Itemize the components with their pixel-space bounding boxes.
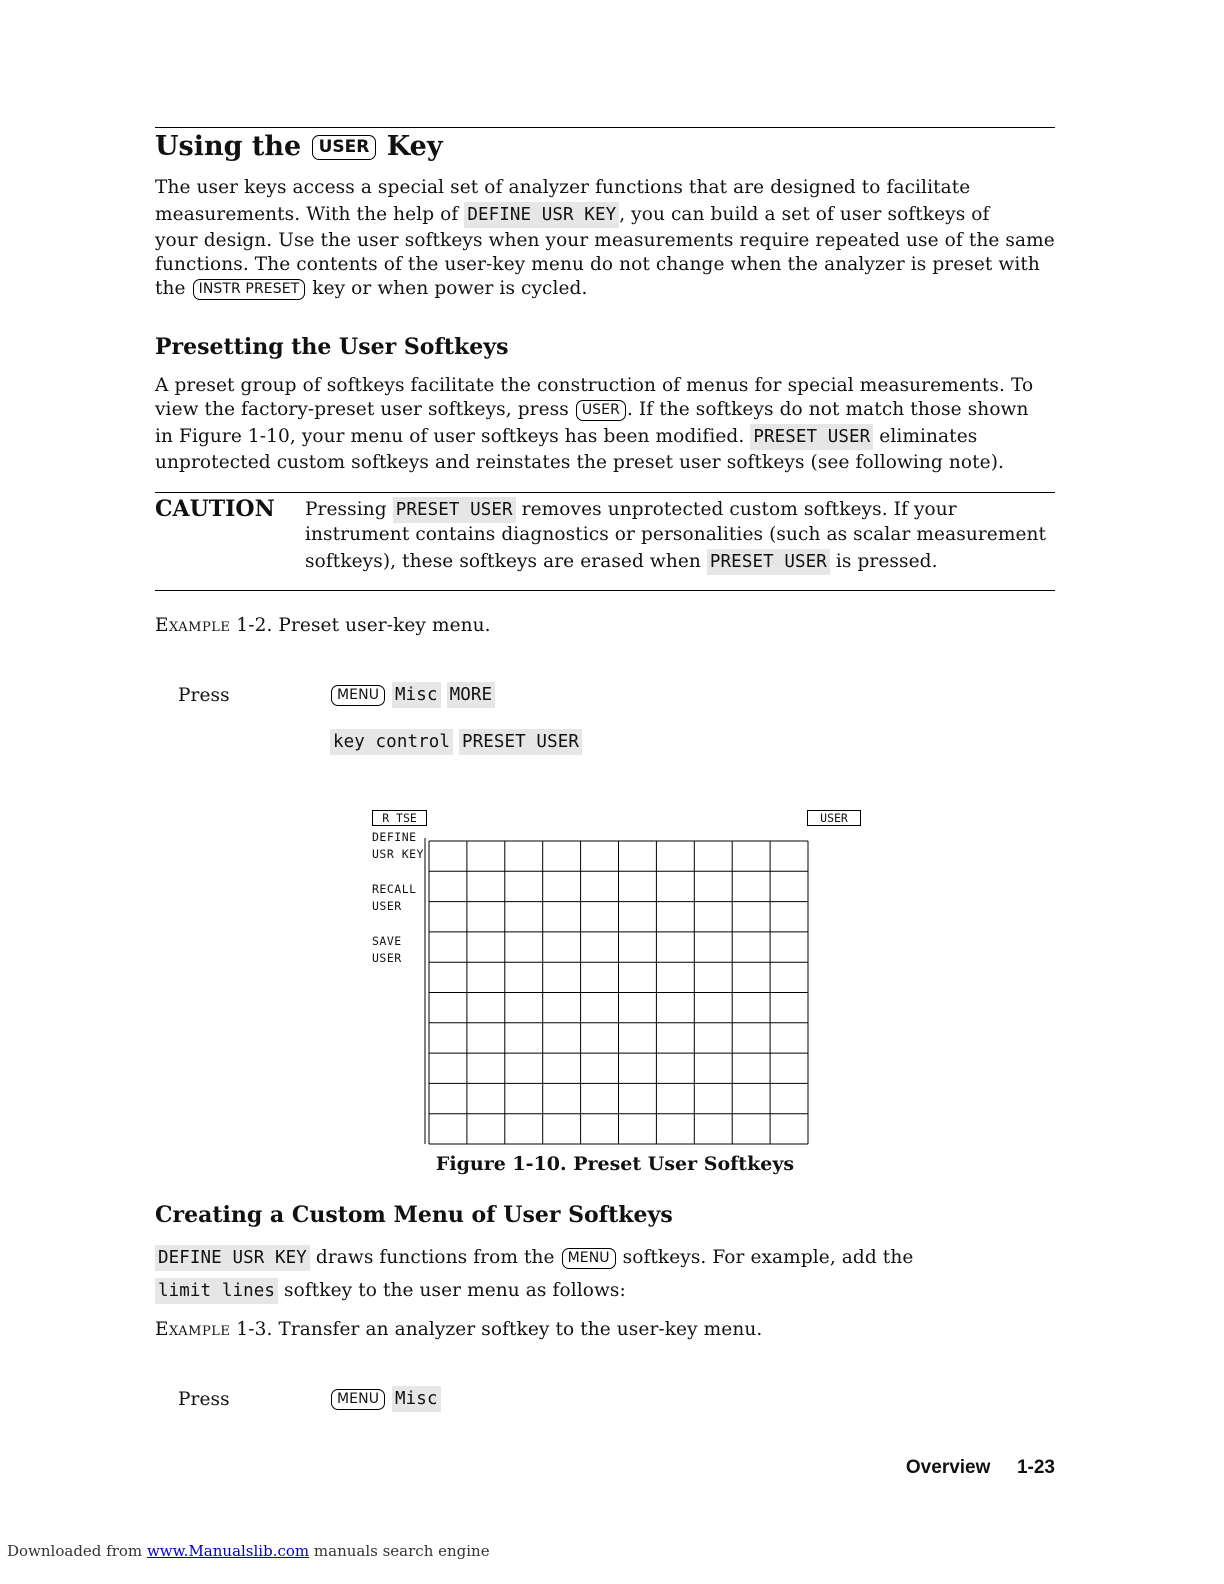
preset-user-softkey[interactable]: PRESET USER: [393, 497, 516, 523]
para-line: The user keys access a special set of analyzer functions that are designed to facilitate: [155, 177, 971, 198]
limit-lines-softkey[interactable]: limit lines: [155, 1278, 278, 1304]
example-label: Example: [155, 1319, 231, 1340]
misc-softkey[interactable]: Misc: [392, 682, 441, 708]
section1-paragraph: [155, 175, 1055, 301]
caution-top-rule: [155, 492, 1055, 493]
para-line: functions. The contents of the user-key menu do not change when the analyzer is preset with: [155, 254, 1040, 275]
example-number: 1-2.: [236, 615, 273, 636]
download-footer: [7, 1542, 490, 1560]
softkey-label-recall-user: RECALL USER: [372, 882, 417, 913]
key-sequence-row-2: [330, 729, 582, 755]
example-caption-3: [155, 1317, 762, 1342]
preset-user-softkey[interactable]: PRESET USER: [750, 424, 873, 450]
key-control-softkey[interactable]: key control: [330, 729, 453, 755]
press-label: Press: [178, 685, 230, 706]
caution-bottom-rule: [155, 590, 1055, 591]
instr-preset-hardkey[interactable]: INSTR PRESET: [193, 279, 306, 300]
menu-hardkey-inline[interactable]: MENU: [562, 1248, 616, 1269]
para-line: view the factory-preset user softkeys, press USER . If the softkeys do not match those shown: [155, 399, 1029, 420]
example-label: Example: [155, 615, 231, 636]
define-usr-key-softkey[interactable]: DEFINE USR KEY: [464, 202, 619, 228]
softkey-label-define-usr-key: DEFINE USR KEY: [372, 830, 424, 861]
figure-top-left-box: R TSE: [372, 810, 427, 826]
preset-user-softkey[interactable]: PRESET USER: [707, 549, 830, 575]
footer-title: Overview: [905, 1457, 991, 1478]
manualslib-link[interactable]: www.Manualslib.com: [146, 1542, 310, 1560]
para-line: in Figure 1-10, your menu of user softkeys has been modified. PRESET USER eliminates: [155, 424, 1055, 450]
para-line: your design. Use the user softkeys when your measurements require repeated use of the same: [155, 230, 1055, 251]
menu-hardkey[interactable]: MENU: [331, 685, 385, 706]
page-footer: [906, 1457, 1055, 1479]
title-pre: Using the: [155, 131, 302, 162]
title-post: Key: [386, 131, 443, 162]
press-label: Press: [178, 1389, 230, 1410]
more-softkey[interactable]: MORE: [447, 682, 496, 708]
para-line: limit lines softkey to the user menu as follows:: [155, 1278, 1055, 1308]
figure-user-box: USER: [807, 810, 861, 826]
caution-line: Pressing PRESET USER removes unprotected custom softkeys. If your: [305, 497, 1055, 522]
section-title-creating-menu: Creating a Custom Menu of User Softkeys: [155, 1202, 673, 1228]
para-line: A preset group of softkeys facilitate the construction of menus for special measurements. To: [155, 375, 1034, 396]
caution-label: CAUTION: [155, 496, 275, 522]
para-line: the INSTR PRESET key or when power is cycled.: [155, 278, 588, 299]
section3-paragraph: [155, 1245, 1055, 1308]
caution-text: [305, 497, 1055, 574]
example-number: 1-3.: [236, 1319, 273, 1340]
section-title-using-user-key: [155, 131, 443, 162]
figure-caption: Figure 1-10. Preset User Softkeys: [435, 1153, 795, 1175]
graticule-grid: [424, 838, 810, 1148]
misc-softkey[interactable]: Misc: [392, 1386, 441, 1412]
key-sequence-row-3: [330, 1386, 441, 1412]
para-line: unprotected custom softkeys and reinstates the preset user softkeys (see following note).: [155, 452, 1004, 473]
example-caption: [155, 613, 491, 638]
softkey-label-save-user: SAVE USER: [372, 934, 402, 965]
caution-line: softkeys), these softkeys are erased when PRESET USER is pressed.: [305, 549, 1055, 574]
footer-page-number: 1-23: [1016, 1457, 1055, 1478]
para-line: DEFINE USR KEY draws functions from the MENU softkeys. For example, add the: [155, 1245, 1055, 1278]
caution-line: instrument contains diagnostics or personalities (such as scalar measurement: [305, 524, 1047, 545]
section-title-presetting: Presetting the User Softkeys: [155, 334, 509, 360]
example-text: Preset user-key menu.: [278, 615, 491, 636]
key-sequence-row-1: [330, 682, 495, 708]
user-hardkey-inline[interactable]: USER: [576, 400, 626, 421]
menu-hardkey[interactable]: MENU: [331, 1389, 385, 1410]
example-text: Transfer an analyzer softkey to the user-key menu.: [278, 1319, 763, 1340]
download-pre: Downloaded from: [7, 1542, 143, 1560]
download-post: manuals search engine: [313, 1542, 490, 1560]
user-hardkey[interactable]: USER: [312, 135, 377, 160]
para-line: measurements. With the help of DEFINE USR KEY , you can build a set of user softkeys of: [155, 202, 1055, 228]
preset-user-softkey[interactable]: PRESET USER: [459, 729, 582, 755]
top-rule: [155, 127, 1055, 128]
section2-paragraph: [155, 373, 1055, 475]
define-usr-key-softkey[interactable]: DEFINE USR KEY: [155, 1245, 310, 1271]
